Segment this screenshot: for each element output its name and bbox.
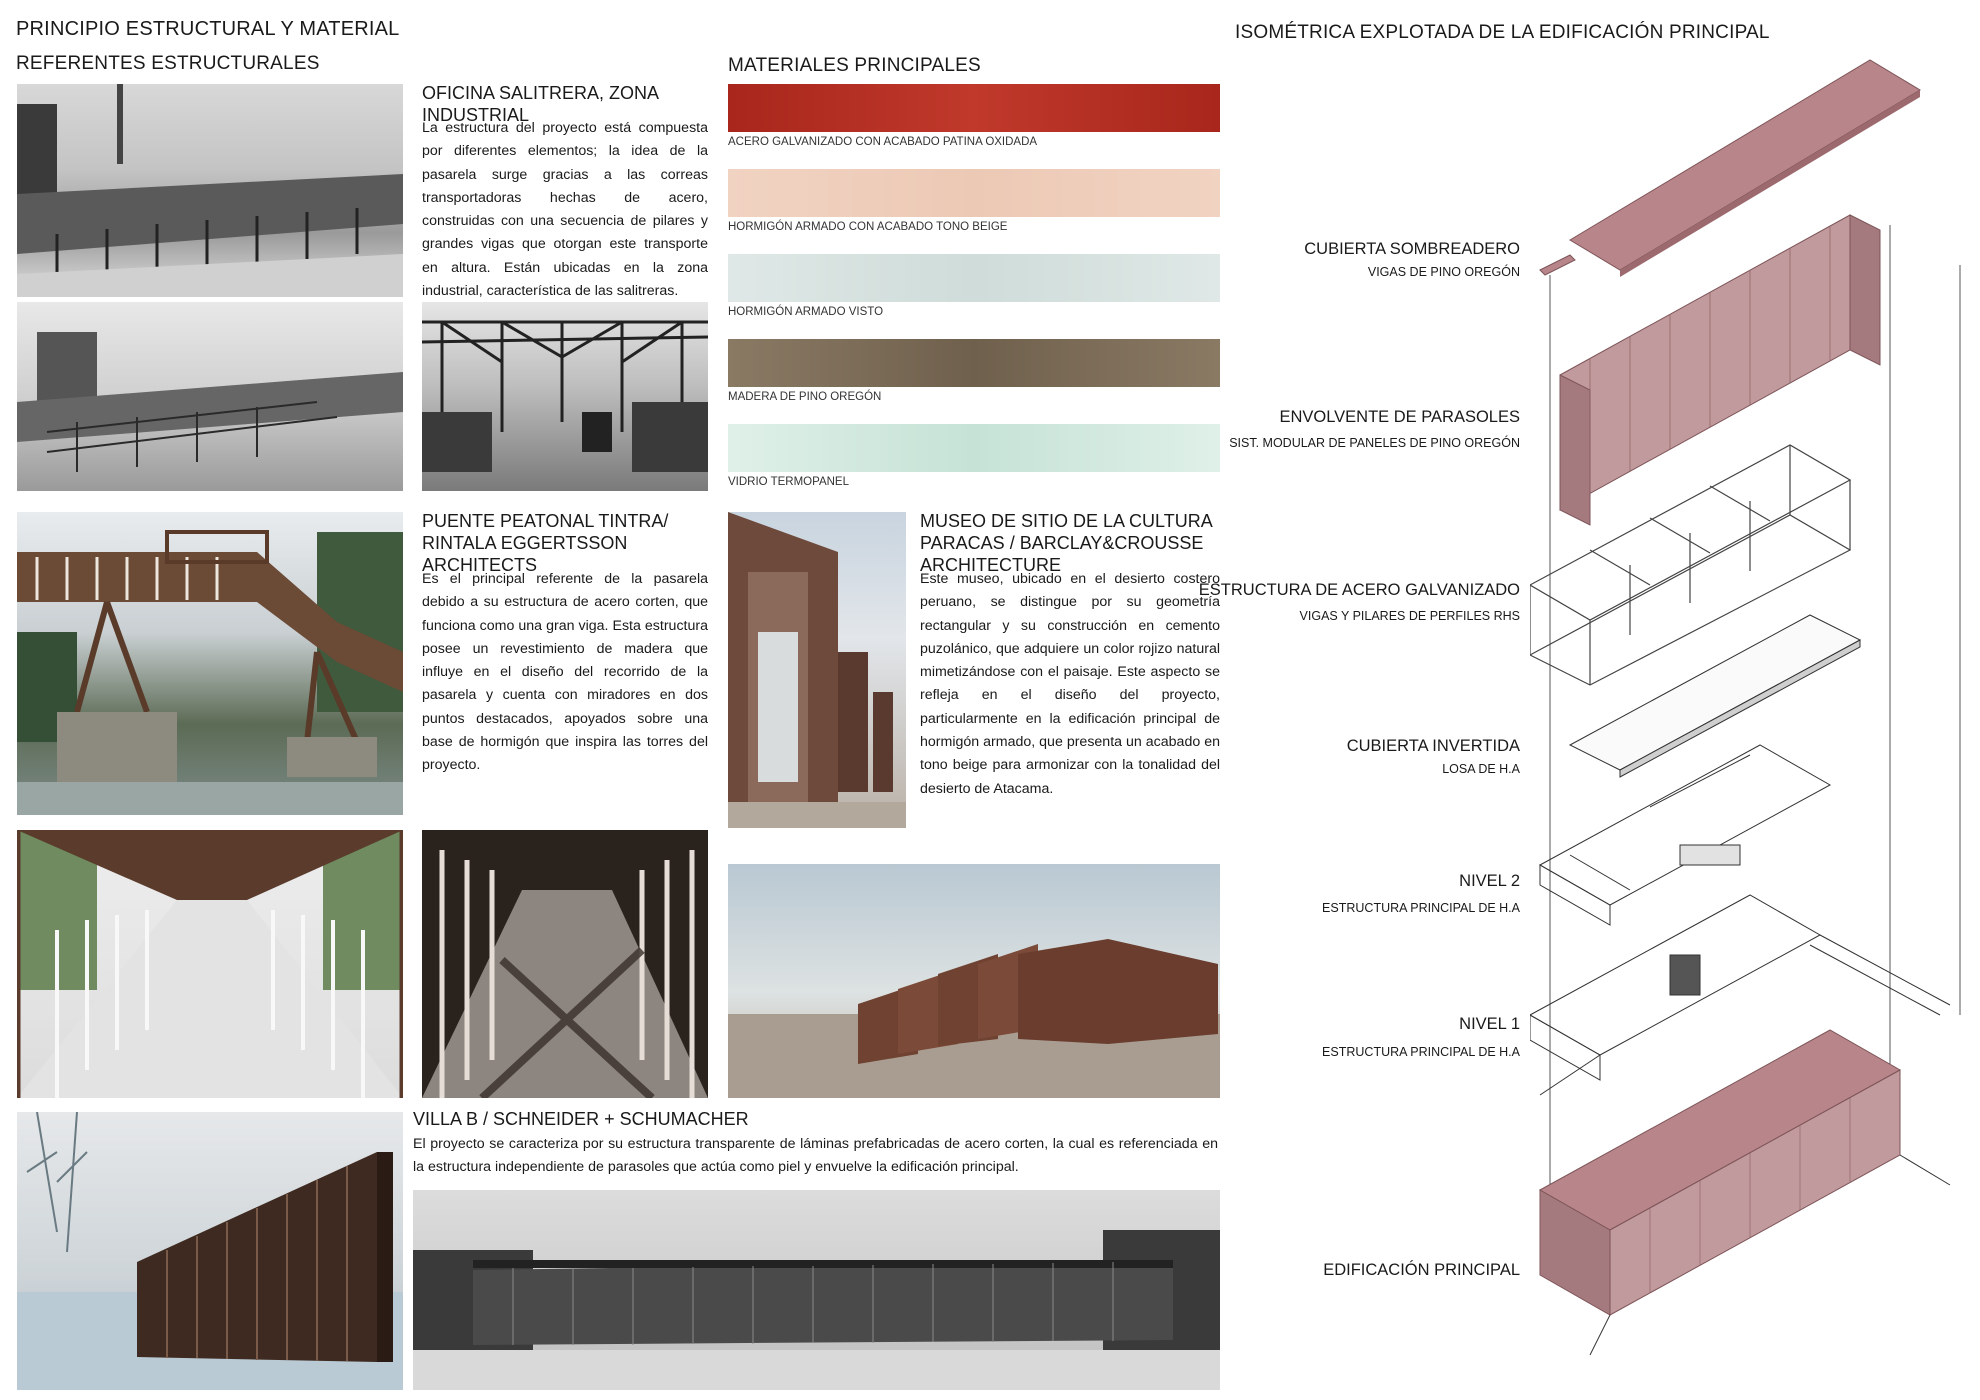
- isometrica-heading: ISOMÉTRICA EXPLOTADA DE LA EDIFICACIÓN PRINCIPAL: [1235, 22, 1770, 43]
- material-swatch: [728, 254, 1220, 302]
- iso-label-cubierta-sombreadero: CUBIERTA SOMBREADERO: [1304, 240, 1520, 258]
- iso-sub-nivel-2: ESTRUCTURA PRINCIPAL DE H.A: [1322, 901, 1520, 915]
- iso-label-edificacion-principal: EDIFICACIÓN PRINCIPAL: [1323, 1261, 1520, 1279]
- iso-sub-cubierta-sombreadero: VIGAS DE PINO OREGÓN: [1367, 265, 1520, 279]
- tintra-bridge-photo: [17, 512, 403, 815]
- walkway-photo-1: [17, 830, 403, 1098]
- ref1-body: La estructura del proyecto está compuesta por diferentes elementos; la idea de la pasarela surge gracias a las correas transportadoras hechas de acero, construidas con una secuencia de pilares y grandes vigas que otorgan este transporte en altura. Están ubicadas en la zona industrial, característica de las salitreras.: [422, 120, 708, 300]
- ref3-title: MUSEO DE SITIO DE LA CULTURA PARACAS / BARCLAY&CROUSSE ARCHITECTURE: [920, 511, 1212, 575]
- ref1-title: OFICINA SALITRERA, ZONA INDUSTRIAL: [422, 83, 659, 125]
- walkway-photo-2: [422, 830, 708, 1098]
- salitrera-photo-3: [422, 302, 708, 491]
- material-swatch: [728, 84, 1220, 132]
- page-title: PRINCIPIO ESTRUCTURAL Y MATERIAL: [16, 18, 400, 40]
- material-swatch: [728, 169, 1220, 217]
- iso-sub-nivel-1: ESTRUCTURA PRINCIPAL DE H.A: [1322, 1045, 1520, 1059]
- material-label: ACERO GALVANIZADO CON ACABADO PATINA OXIDADA: [728, 136, 1038, 148]
- exploded-isometric-drawing: [1530, 55, 1980, 1395]
- ref3-body: Este museo, ubicado en el desierto costero peruano, se distingue por su geometría rectangular y su construcción en cemento puzolánico, que adquiere un color rojizo natural mimetizándose con el paisaje. Este aspecto se refleja en el diseño del proyecto, particularmente en la edificación principal de hormigón armado, que presenta un acabado en tono beige para armonizar con la tonalidad del desierto de Atacama.: [920, 571, 1220, 797]
- material-swatch: [728, 339, 1220, 387]
- iso-sub-cubierta-invertida: LOSA DE H.A: [1442, 762, 1520, 776]
- iso-sub-envolvente: SIST. MODULAR DE PANELES DE PINO OREGÓN: [1229, 436, 1520, 450]
- iso-label-cubierta-invertida: CUBIERTA INVERTIDA: [1346, 737, 1520, 755]
- villa-b-photo-2: [413, 1190, 1220, 1390]
- iso-label-estructura-acero: ESTRUCTURA DE ACERO GALVANIZADO: [1198, 581, 1520, 599]
- materiales-heading: MATERIALES PRINCIPALES: [728, 55, 981, 76]
- ref4-title: VILLA B / SCHNEIDER + SCHUMACHER: [413, 1109, 749, 1129]
- iso-label-envolvente: ENVOLVENTE DE PARASOLES: [1279, 408, 1520, 426]
- iso-label-nivel-2: NIVEL 2: [1459, 872, 1520, 890]
- salitrera-photo-1: [17, 84, 403, 297]
- referentes-heading: REFERENTES ESTRUCTURALES: [16, 53, 320, 74]
- ref4-body: El proyecto se caracteriza por su estructura transparente de láminas prefabricadas de acero corten, la cual es referenciada en la estructura independiente de parasoles que actúa como piel y envuelve la edificación principal.: [413, 1136, 1218, 1176]
- ref2-title: PUENTE PEATONAL TINTRA/ RINTALA EGGERTSSON ARCHITECTS: [422, 511, 669, 575]
- iso-label-nivel-1: NIVEL 1: [1459, 1015, 1520, 1033]
- cubierta-invertida: [1570, 615, 1860, 777]
- material-label: HORMIGÓN ARMADO CON ACABADO TONO BEIGE: [728, 221, 1008, 233]
- material-label: VIDRIO TERMOPANEL: [728, 476, 849, 488]
- villa-b-photo-1: [17, 1112, 403, 1390]
- paracas-museum-photo-1: [728, 512, 906, 828]
- nivel-2: [1540, 745, 1830, 925]
- iso-sub-estructura-acero: VIGAS Y PILARES DE PERFILES RHS: [1299, 609, 1520, 623]
- material-label: HORMIGÓN ARMADO VISTO: [728, 306, 884, 318]
- material-swatch: [728, 424, 1220, 472]
- salitrera-photo-2: [17, 302, 403, 491]
- ref2-body: Es el principal referente de la pasarela debido a su estructura de acero corten, que funciona como una gran viga. Esta estructura posee un revestimiento de madera que influye en el diseño del recorrido de la pasarela y cuenta con miradores en dos puntos destacados, apoyados sobre una base de hormigón que inspira las torres del proyecto.: [422, 571, 708, 774]
- paracas-museum-photo-2: [728, 864, 1220, 1098]
- edificacion-principal: [1540, 1030, 1950, 1355]
- material-label: MADERA DE PINO OREGÓN: [728, 391, 882, 403]
